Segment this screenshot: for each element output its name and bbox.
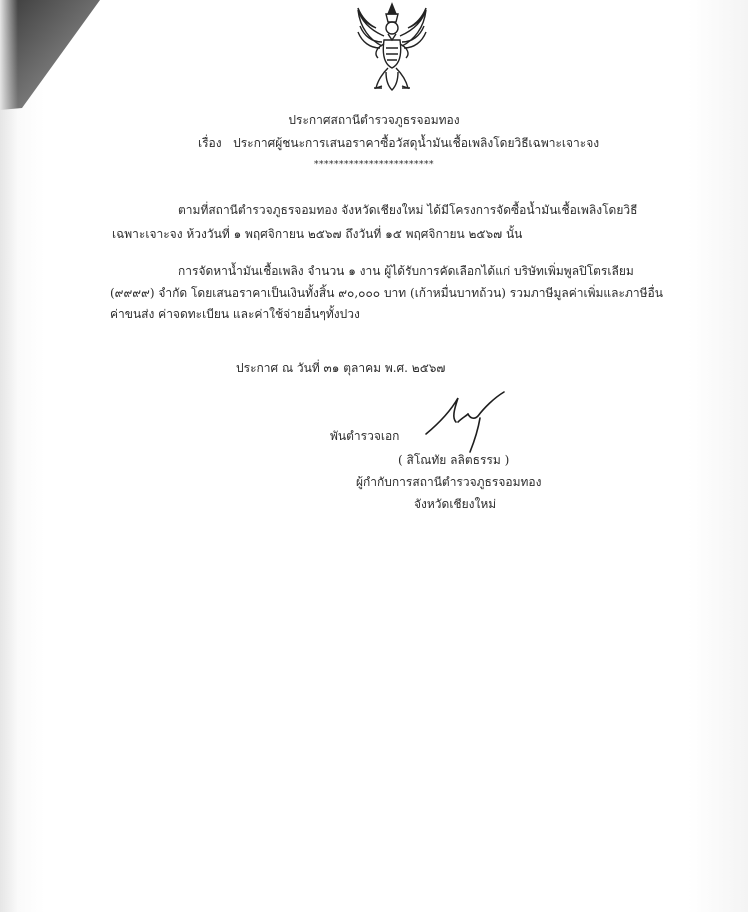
- announcement-date: ประกาศ ณ วันที่ ๓๑ ตุลาคม พ.ศ. ๒๕๖๗: [236, 361, 446, 375]
- subject-label: เรื่อง: [198, 136, 222, 150]
- signatory-name: ( สิโณทัย ลลิตธรรม ): [398, 453, 510, 467]
- divider-stars: ************************: [314, 160, 434, 170]
- handwritten-signature-icon: [418, 388, 518, 458]
- announcement-title: ประกาศสถานีตำรวจภูธรจอมทอง: [288, 113, 460, 127]
- subject-text: ประกาศผู้ชนะการเสนอราคาซื้อวัสดุน้ำมันเชื้อเพลิงโดยวิธีเฉพาะเจาะจง: [233, 136, 600, 150]
- garuda-emblem-icon: [352, 2, 432, 94]
- subject-line: [198, 135, 599, 151]
- paragraph-2-line-2: (๙๙๙๙) จำกัด โดยเสนอราคาเป็นเงินทั้งสิ้น ๙๐,๐๐๐ บาท (เก้าหมื่นบาทถ้วน) รวมภาษีมูลค่าเพิ่มและภาษีอื่น: [110, 286, 663, 300]
- page-left-edge: [0, 0, 18, 912]
- paragraph-2-line-3: ค่าขนส่ง ค่าจดทะเบียน และค่าใช้จ่ายอื่นๆทั้งปวง: [110, 307, 360, 321]
- paragraph-2-line-1: การจัดหาน้ำมันเชื้อเพลิง จำนวน ๑ งาน ผู้ได้รับการคัดเลือกได้แก่ บริษัทเพิ่มพูลปิโตรเลียม: [178, 264, 634, 278]
- signatory-province: จังหวัดเชียงใหม่: [414, 497, 497, 511]
- signatory-rank: พันตำรวจเอก: [330, 429, 400, 443]
- signatory-position: ผู้กำกับการสถานีตำรวจภูธรจอมทอง: [356, 475, 542, 489]
- paragraph-1-line-1: ตามที่สถานีตำรวจภูธรจอมทอง จังหวัดเชียงใหม่ ได้มีโครงการจัดซื้อน้ำมันเชื้อเพลิงโดยวิธี: [178, 203, 638, 217]
- paragraph-1-line-2: เฉพาะเจาะจง ห้วงวันที่ ๑ พฤศจิกายน ๒๕๖๗ ถึงวันที่ ๑๕ พฤศจิกายน ๒๕๖๗ นั้น: [112, 227, 523, 241]
